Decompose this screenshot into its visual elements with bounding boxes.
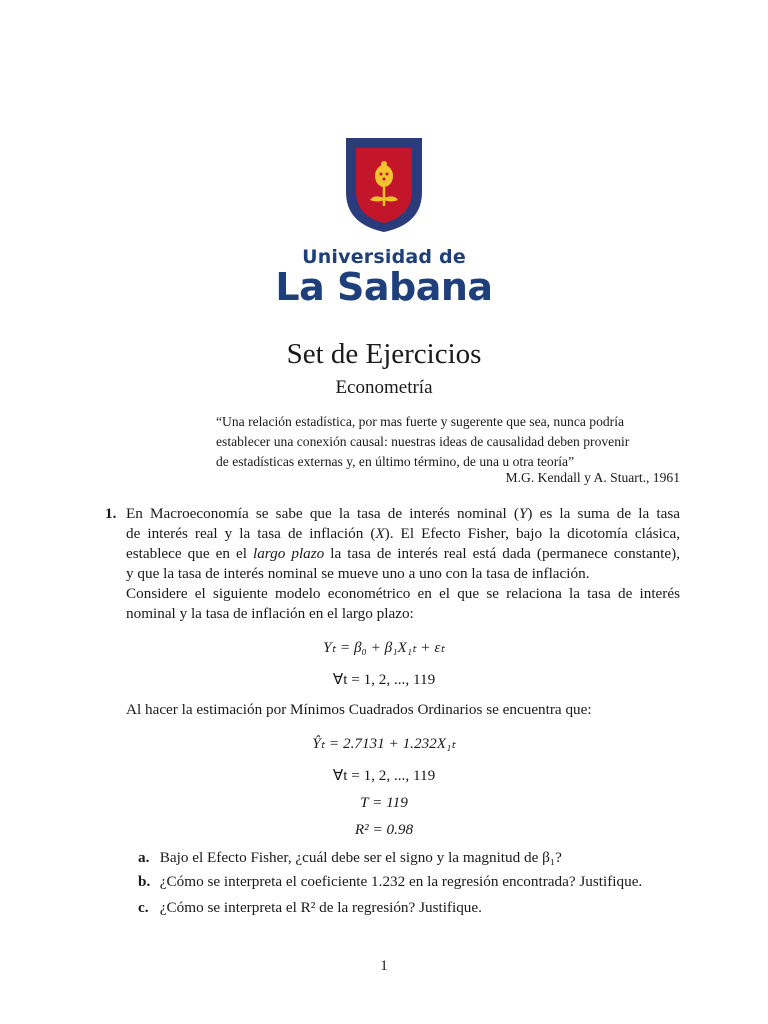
intro-line	[126, 504, 680, 524]
logo-wordmark-line2: La Sabana	[275, 265, 493, 309]
intro-line	[126, 524, 680, 544]
university-logo	[262, 92, 506, 324]
question-item	[138, 848, 562, 868]
sample-size-text: T = 119	[360, 794, 408, 811]
range-text: ∀t = 1, 2, ..., 119	[332, 767, 436, 784]
question-item	[138, 898, 482, 918]
intro-line: y que la tasa de interés nominal se mueve uno a uno con la tasa de inflación.	[126, 565, 590, 582]
model-range	[0, 670, 768, 690]
quote-author: M.G. Kendall y A. Stuart., 1961	[505, 470, 680, 485]
text-run: En Macroeconomía se sabe que la tasa de interés nominal (	[126, 505, 519, 522]
question-text: ¿Cómo se interpreta el coeficiente 1.232 en la regresión encontrada? Justifique.	[159, 873, 643, 890]
quote-line: establecer una conexión causal: nuestras ideas de causalidad deben provenir	[216, 434, 630, 449]
r-squared-text: R² = 0.98	[354, 821, 414, 838]
range-text: ∀t = 1, 2, ..., 119	[332, 671, 436, 688]
model-line: Considere el siguiente modelo econométrico en el que se relaciona la tasa de interés	[126, 585, 680, 602]
emphasis-largo-plazo: largo plazo	[252, 545, 325, 562]
estimation-description	[126, 700, 680, 720]
sample-size	[0, 793, 768, 813]
variable-x: X	[375, 525, 385, 542]
question-text: Bajo el Efecto Fisher, ¿cuál debe ser el signo y la magnitud de β₁?	[159, 849, 562, 866]
estimated-equation	[0, 734, 768, 754]
model-line: nominal y la tasa de inflación en el largo plazo:	[126, 605, 414, 622]
estimation-line: Al hacer la estimación por Mínimos Cuadrados Ordinarios se encuentra que:	[126, 701, 592, 718]
question-item	[138, 872, 642, 892]
question-label: c.	[138, 899, 149, 916]
text-run: ). El Efecto Fisher, bajo la dicotomía clásica,	[384, 525, 680, 542]
text-run: la tasa de interés real está dada (permanece constante),	[324, 545, 680, 562]
text-run: establece que en el	[126, 545, 253, 562]
exercise-intro	[126, 504, 680, 584]
exercise-number: 1.	[105, 505, 117, 522]
r-squared	[0, 820, 768, 840]
model-description	[126, 584, 680, 624]
equation-text: Ŷₜ = 2.7131 + 1.232X₁ₜ	[312, 735, 456, 752]
intro-line	[126, 544, 680, 564]
estimated-range	[0, 766, 768, 786]
university-shield-icon	[344, 136, 424, 234]
text-run: de interés real y la tasa de inflación (	[126, 525, 376, 542]
document-subtitle: Econometría	[335, 377, 433, 398]
epigraph-quote	[216, 412, 680, 472]
question-text: ¿Cómo se interpreta el R² de la regresión? Justifique.	[159, 899, 482, 916]
question-label: b.	[138, 873, 151, 890]
logo-wordmark-line1: Universidad de	[302, 246, 466, 268]
document-title: Set de Ejercicios	[286, 338, 482, 370]
page-number: 1	[380, 958, 388, 974]
variable-y: Y	[518, 505, 528, 522]
model-equation	[0, 638, 768, 658]
quote-line: “Una relación estadística, por mas fuerte y sugerente que sea, nunca podría	[216, 414, 625, 429]
equation-text: Yₜ = β₀ + β₁X₁ₜ + εₜ	[323, 639, 445, 656]
question-label: a.	[138, 849, 150, 866]
quote-line: de estadísticas externas y, en último término, de una u otra teoría”	[216, 454, 575, 469]
text-run: ) es la suma de la tasa	[527, 505, 680, 522]
